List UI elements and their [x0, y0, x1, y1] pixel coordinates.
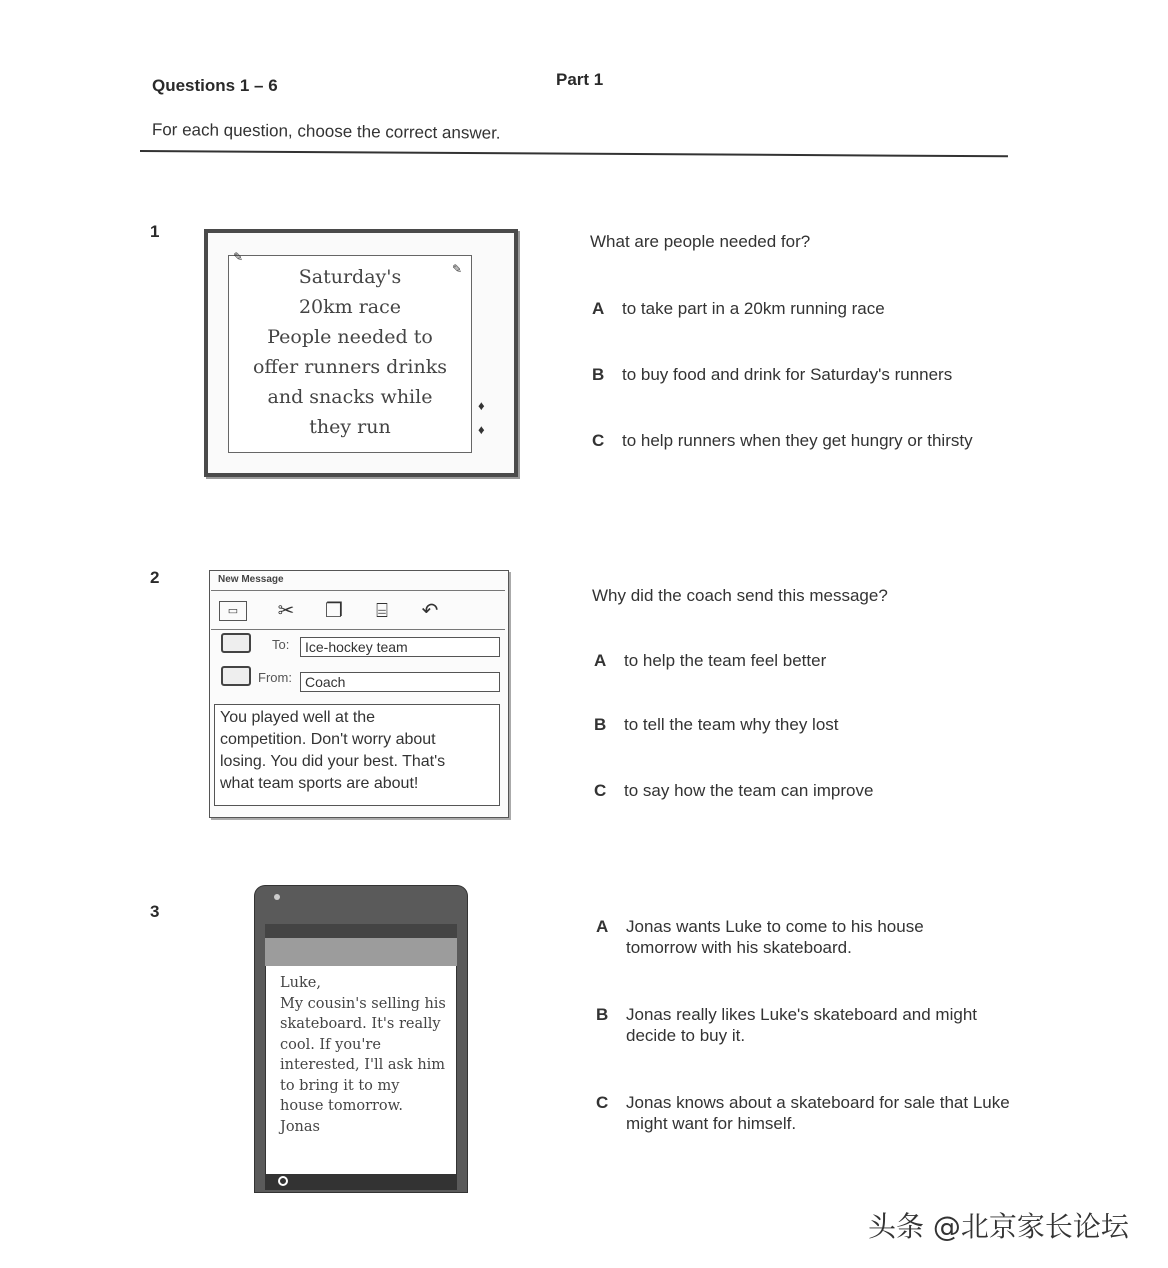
email-body[interactable]: You played well at the competition. Don't worry about losing. You did your best. That's what team sports are about! — [214, 704, 500, 806]
option-text: to buy food and drink for Saturday's runners — [622, 365, 953, 384]
question-1-option-b[interactable] — [592, 364, 1012, 385]
question-number-1: 1 — [150, 222, 160, 241]
email-window-title: New Message — [218, 574, 284, 585]
option-letter: C — [594, 781, 607, 800]
option-letter: B — [594, 715, 607, 734]
text-message: Luke, My cousin's selling his skateboard. It's really cool. If you're interested, I'll ask him to bring it to my house tomorrow. Jonas — [280, 975, 446, 1135]
question-3-option-b[interactable] — [596, 1004, 1026, 1046]
option-text: Jonas really likes Luke's skateboard and might decide to buy it. — [626, 1005, 977, 1045]
scissors-icon[interactable]: ✂ — [277, 600, 295, 622]
option-letter: A — [596, 917, 609, 936]
question-2-option-c[interactable] — [594, 780, 974, 801]
pin-icon: ✎ — [452, 262, 463, 276]
instruction-text: For each question, choose the correct answer. — [151, 120, 501, 143]
notice-text: Saturday's 20km race People needed to offer runners drinks and snacks while they run — [252, 266, 448, 438]
option-letter: A — [592, 299, 605, 318]
option-letter: A — [594, 651, 607, 670]
option-text: to help runners when they get hungry or thirsty — [622, 431, 973, 450]
from-label: From: — [258, 670, 292, 685]
option-text: Jonas wants Luke to come to his house tomorrow with his skateboard. — [626, 917, 924, 957]
question-3-option-c[interactable] — [596, 1092, 1026, 1134]
option-letter: C — [592, 431, 605, 450]
to-label: To: — [272, 637, 290, 652]
question-3-option-a[interactable] — [596, 916, 986, 958]
home-icon[interactable] — [278, 1176, 288, 1186]
pin-icon: ♦ — [478, 422, 485, 437]
address-book-icon — [221, 633, 251, 653]
option-letter: B — [596, 1005, 609, 1024]
from-field[interactable]: Coach — [300, 672, 500, 692]
question-2-option-a[interactable] — [594, 650, 974, 671]
option-text: to help the team feel better — [624, 651, 827, 670]
phone-nav-bar — [265, 1174, 457, 1190]
undo-icon[interactable]: ↶ — [421, 600, 439, 622]
question-1-prompt: What are people needed for? — [590, 232, 811, 251]
option-text: Jonas knows about a skateboard for sale that Luke might want for himself. — [626, 1093, 1010, 1133]
address-book-icon — [221, 666, 251, 686]
option-letter: B — [592, 365, 605, 384]
send-icon[interactable]: ▭ — [219, 601, 247, 621]
question-2-prompt: Why did the coach send this message? — [592, 586, 888, 605]
email-toolbar — [211, 590, 505, 630]
paste-icon[interactable]: ⌸ — [376, 600, 388, 622]
question-number-3: 3 — [150, 902, 160, 921]
pin-icon: ✎ — [233, 250, 244, 264]
copy-icon[interactable]: ❐ — [325, 600, 343, 622]
question-number-2: 2 — [150, 568, 160, 587]
question-1-option-c[interactable] — [592, 430, 982, 451]
question-1-option-a[interactable] — [592, 298, 992, 319]
phone-app-bar — [265, 938, 457, 966]
phone-status-bar — [265, 924, 457, 938]
header-divider — [140, 150, 1008, 157]
question-2-option-b[interactable] — [594, 714, 974, 735]
camera-icon — [274, 894, 280, 900]
pin-icon: ♦ — [478, 398, 485, 413]
to-field[interactable]: Ice-hockey team — [300, 637, 500, 657]
option-text: to tell the team why they lost — [624, 715, 839, 734]
questions-heading: Questions 1 – 6 — [152, 76, 278, 95]
option-text: to take part in a 20km running race — [622, 299, 885, 318]
option-letter: C — [596, 1093, 609, 1112]
option-text: to say how the team can improve — [624, 781, 874, 800]
watermark-text: 头条 @北京家长论坛 — [868, 1210, 1129, 1243]
part-heading: Part 1 — [556, 70, 604, 89]
